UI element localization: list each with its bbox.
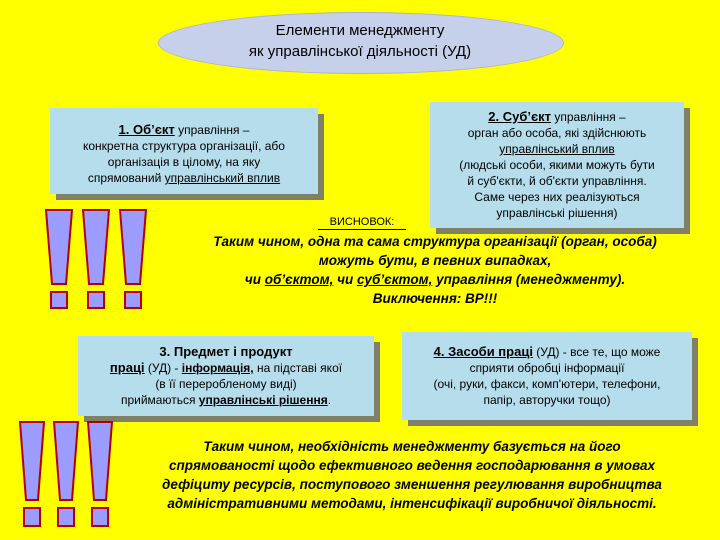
object-line-3: організація в цілому, на яку	[107, 155, 261, 169]
means-of-labor-line-4: папір, авторучки тощо)	[483, 393, 611, 407]
subject-of-labor-line-3: (в її переробленому виді)	[155, 377, 297, 391]
subject-line-3: управлінський вплив	[499, 142, 615, 156]
subject-line-2: орган або особа, які здійснюють	[467, 126, 647, 140]
means-of-labor-heading-rest: (УД) - все те, що може	[532, 345, 661, 359]
subject-heading-rest: управління –	[551, 110, 626, 124]
means-of-labor-heading: 4. Засоби праці	[433, 344, 533, 359]
exclamation-marks-icon	[40, 206, 152, 314]
means-of-labor-box	[402, 332, 692, 420]
conclusion-2	[112, 437, 712, 513]
conclusion-1-subject: суб’єктом,	[356, 272, 433, 287]
subject-line-5: й суб'єкти, й об'єкти управління.	[467, 174, 647, 188]
conclusion-label: ВИСНОВОК:	[318, 216, 406, 230]
subject-heading: 2. Суб’єкт	[488, 109, 552, 124]
subject-of-labor-line-2-rest: на підставі якої	[253, 361, 343, 375]
conclusion-2-line-3: дефіциту ресурсів, поступового зменшення регулювання виробництва	[162, 477, 662, 492]
subject-line-6: Саме через них реалізуються	[474, 190, 640, 204]
subject-of-labor-labor: праці	[109, 360, 145, 375]
conclusion-1-line-3-post: управління (менеджменту).	[432, 272, 626, 287]
subject-of-labor-box	[78, 336, 374, 416]
object-heading: 1. Об’єкт	[118, 122, 175, 137]
subject-of-labor-information: інформація,	[181, 361, 254, 375]
means-of-labor-line-2: сприяти обробці інформації	[469, 361, 625, 375]
object-line-4-underlined: управлінський вплив	[164, 171, 281, 185]
exclamation-marks-icon	[16, 418, 116, 534]
means-of-labor-line-3: (очі, руки, факси, комп'ютери, телефони,	[433, 377, 661, 391]
subject-of-labor-line-2-mid: (УД) -	[144, 361, 182, 375]
conclusion-1-line-2: можуть бути, в певних випадках,	[318, 253, 552, 268]
object-line-4: спрямований	[87, 171, 165, 185]
object-line-2: конкретна структура організації, або	[83, 139, 285, 153]
conclusion-1	[162, 232, 708, 308]
title-line-2: як управлінської діяльності (УД)	[248, 43, 472, 60]
title-line-1: Елементи менеджменту	[275, 22, 445, 39]
subject-of-labor-heading: 3. Предмет і продукт	[159, 344, 293, 359]
conclusion-1-line-1: Таким чином, одна та сама структура організації (орган, особа)	[213, 234, 657, 249]
subject-line-7: управлінські рішення)	[496, 206, 618, 220]
object-heading-rest: управління –	[174, 123, 250, 137]
conclusion-1-line-3-pre: чи	[244, 272, 265, 287]
subject-line-4: (людські особи, якими можуть бути	[459, 158, 655, 172]
subject-of-labor-decisions: управлінські рішення	[198, 393, 328, 407]
subject-of-labor-line-4-pre: приймаються	[120, 393, 199, 407]
subject-of-labor-line-4-post: .	[327, 393, 332, 407]
conclusion-1-object: об’єктом,	[264, 272, 334, 287]
conclusion-2-line-1: Таким чином, необхідність менеджменту базується на його	[203, 439, 621, 454]
subject-box	[430, 102, 684, 228]
conclusion-2-line-2: спрямованості щодо ефективного ведення господарювання в умовах	[169, 458, 655, 473]
conclusion-1-line-4: Виключення: ВР!!!	[372, 291, 498, 306]
slide-title	[158, 20, 562, 62]
conclusion-1-line-3-mid: чи	[333, 272, 357, 287]
conclusion-2-line-4: адміністративними методами, інтенсифікації виробничої діяльності.	[167, 496, 657, 511]
object-box	[50, 108, 318, 194]
